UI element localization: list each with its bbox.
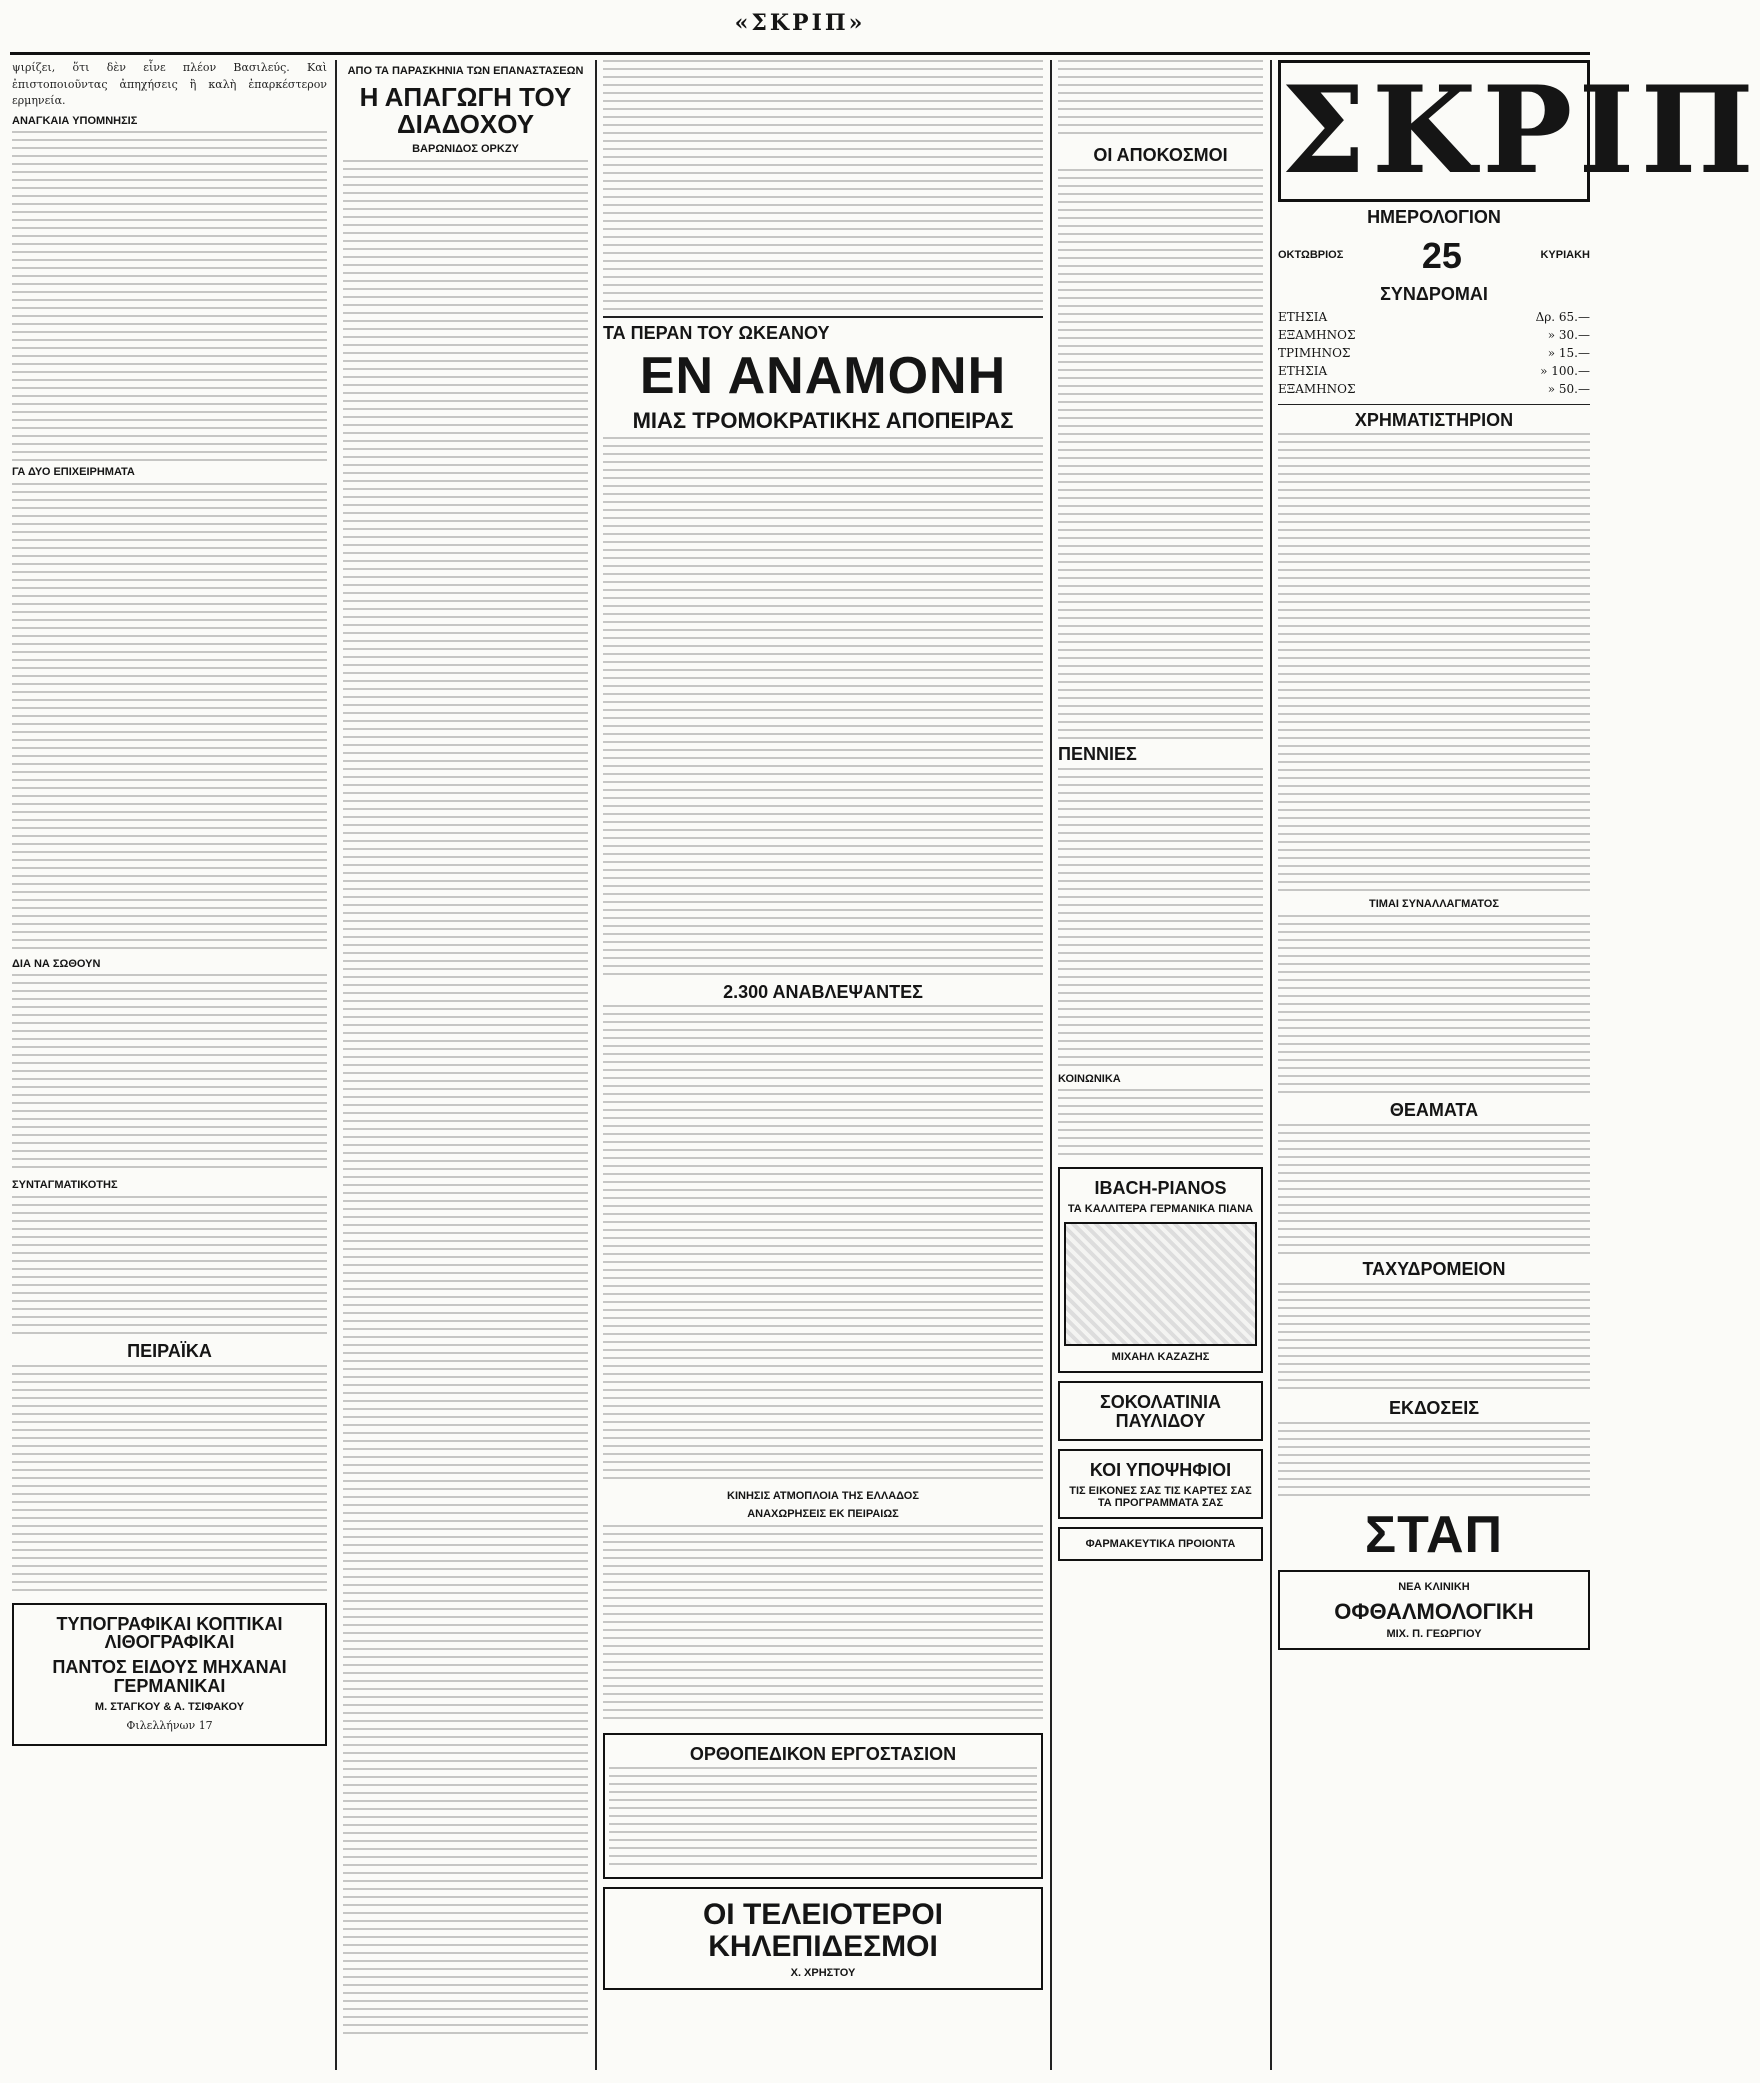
column-divider	[1270, 60, 1272, 2070]
section-body	[1278, 433, 1590, 893]
ad-title: ΣΤΑΠ	[1364, 1505, 1504, 1564]
section-heading: ΧΡΗΜΑΤΙΣΤΗΡΙΟΝ	[1354, 409, 1514, 430]
column-2	[343, 60, 588, 2070]
article-body	[1058, 1089, 1263, 1159]
ad-company: Μ. ΣΤΑΓΚΟΥ & Α. ΤΣΙΦΑΚΟΥ	[94, 1701, 245, 1714]
ad-subtitle: ΤΙΣ ΕΙΚΟΝΕΣ ΣΑΣ ΤΙΣ ΚΑΡΤΕΣ ΣΑΣ ΤΑ ΠΡΟΓΡΑΜΜΑΤΑ ΣΑΣ	[1069, 1484, 1252, 1509]
ad-title: ΟΡΘΟΠΕΔΙΚΟΝ ΕΡΓΟΣΤΑΣΙΟΝ	[689, 1743, 957, 1764]
article-intro: ψιρίζει, ὅτι δὲν εἶνε πλέον Βασιλεύς. Καὶ ἐπιστοποιοῦντας ἀπηχήσεις ἢ καλὴ ἐπαρκέστερον ερμηνεία.	[12, 61, 327, 107]
column-5	[1278, 60, 1760, 2070]
column-divider	[335, 60, 337, 2070]
article-body	[603, 1005, 1043, 1485]
advertisement	[603, 1887, 1043, 1990]
ad-subtitle: Χ. ΧΡΗΣΤΟΥ	[790, 1967, 856, 1980]
article-body	[343, 160, 588, 2040]
section-body	[1278, 1124, 1590, 1254]
advertisement	[1058, 1527, 1263, 1561]
section-heading: ΣΥΝΤΑΓΜΑΤΙΚΟΤΗΣ	[12, 1179, 118, 1192]
piano-illustration	[1064, 1222, 1257, 1346]
ad-title: ΦΑΡΜΑΚΕΥΤΙΚΑ ΠΡΟΙΟΝΤΑ	[1085, 1538, 1236, 1551]
section-heading: ΑΝΑΓΚΑΙΑ ΥΠΟΜΝΗΣΙΣ	[12, 114, 138, 127]
ad-subtitle: ΤΑ ΚΑΛΛΙΤΕΡΑ ΓΕΡΜΑΝΙΚΑ ΠΙΑΝΑ	[1067, 1203, 1254, 1216]
section-heading: ΠΕΝΝΙΕΣ	[1058, 743, 1137, 764]
section-body	[1278, 1283, 1590, 1393]
subscription-rates	[1278, 308, 1590, 398]
column-4	[1058, 60, 1263, 2070]
column-divider	[1050, 60, 1052, 2070]
calendar-weekday: ΚΥΡΙΑΚΗ	[1540, 249, 1590, 262]
calendar-date	[1278, 231, 1590, 279]
section-heading: ΕΚΔΟΣΕΙΣ	[1388, 1397, 1480, 1418]
section-heading: ΓΑ ΔΥΟ ΕΠΙΧΕΙΡΗΜΑΤΑ	[12, 466, 135, 479]
article-kicker: ΤΑ ΠΕΡΑΝ ΤΟΥ ΩΚΕΑΝΟΥ	[603, 323, 830, 343]
article-subtitle: ΜΙΑΣ ΤΡΟΜΟΚΡΑΤΙΚΗΣ ΑΠΟΠΕΙΡΑΣ	[632, 408, 1014, 434]
rate-row: ΕΞΑΜΗΝΟΣ » 50.—	[1278, 381, 1590, 396]
rate-row: ΕΤΗΣΙΑ » 100.—	[1278, 363, 1590, 378]
ad-address: Φιλελλήνων 17	[126, 1718, 213, 1732]
ad-subtitle: ΜΙΧ. Π. ΓΕΩΡΓΙΟΥ	[1386, 1627, 1482, 1640]
article-title: ΕΝ ΑΝΑΜΟΝΗ	[639, 346, 1007, 405]
ad-title: ΟΙ ΤΕΛΕΙΟΤΕΡΟΙ ΚΗΛΕΠΙΔΕΣΜΟΙ	[702, 1898, 944, 1963]
section-body	[1278, 915, 1590, 1095]
divider	[603, 316, 1043, 318]
section-heading: 2.300 ΑΝΑΒΛΕΨΑΝΤΕΣ	[723, 981, 923, 1002]
ad-body	[609, 1767, 1037, 1867]
section-heading: ΚΟΙΝΩΝΙΚΑ	[1058, 1072, 1121, 1085]
masthead-rule	[10, 52, 1590, 55]
ad-company: ΜΙΧΑΗΛ ΚΑΖΑΖΗΣ	[1111, 1350, 1210, 1363]
advertisement	[12, 1603, 327, 1747]
section-body	[1278, 1422, 1590, 1502]
calendar-month: ΟΚΤΩΒΡΙΟΣ	[1278, 249, 1344, 262]
ad-kicker: ΝΕΑ ΚΛΙΝΙΚΗ	[1398, 1581, 1470, 1594]
ad-title: ΟΦΘΑΛΜΟΛΟΓΙΚΗ	[1334, 1598, 1534, 1624]
article-byline: ΒΑΡΩΝΙΔΟΣ ΟΡΚΖΥ	[412, 143, 519, 156]
article-body	[12, 131, 327, 461]
ad-subtitle: ΠΑΝΤΟΣ ΕΙΔΟΥΣ ΜΗΧΑΝΑΙ ΓΕΡΜΑΝΙΚΑΙ	[52, 1657, 287, 1697]
section-heading: ΚΙΝΗΣΙΣ ΑΤΜΟΠΛΟΙΑ ΤΗΣ ΕΛΛΑΔΟΣ	[727, 1490, 919, 1503]
section-heading: ΘΕΑΜΑΤΑ	[1389, 1100, 1479, 1121]
masthead-title: «ΣΚΡΙΠ»	[734, 10, 866, 36]
column-3	[603, 60, 1043, 2070]
advertisement	[1278, 1570, 1590, 1650]
ad-title: ΚΟΙ ΥΠΟΨΗΦΙΟΙ	[1089, 1460, 1232, 1481]
article-body	[12, 1365, 327, 1595]
column-divider	[595, 60, 597, 2070]
advertisement	[603, 1733, 1043, 1880]
section-heading: ΟΙ ΑΠΟΚΟΣΜΟΙ	[1093, 145, 1228, 165]
article-body	[12, 1196, 327, 1336]
advertisement	[1058, 1381, 1263, 1441]
section-heading: ΤΑΧΥΔΡΟΜΕΙΟΝ	[1362, 1258, 1506, 1279]
ad-title: ΤΥΠΟΓΡΑΦΙΚΑΙ ΚΟΠΤΙΚΑΙ ΛΙΘΟΓΡΑΦΙΚΑΙ	[56, 1613, 283, 1653]
ad-title: ΙΒΑCH-PIANOS	[1094, 1178, 1227, 1199]
divider	[1278, 404, 1590, 405]
article-body	[603, 437, 1043, 977]
rate-row: ΤΡΙΜΗΝΟΣ » 15.—	[1278, 345, 1590, 360]
newspaper-logo: ΣΚΡΙΠ	[1278, 60, 1590, 202]
section-heading: ΠΕΙΡΑΪΚΑ	[127, 1340, 212, 1361]
article-title: Η ΑΠΑΓΩΓΗ ΤΟΥ ΔΙΑΔΟΧΟΥ	[359, 81, 572, 139]
article-body	[1058, 768, 1263, 1068]
column-1	[12, 60, 327, 2070]
article-kicker: ΑΠΟ ΤΑ ΠΑΡΑΣΚΗΝΙΑ ΤΩΝ ΕΠΑΝΑΣΤΑΣΕΩΝ	[347, 65, 584, 77]
article-body	[1058, 169, 1263, 739]
ad-title: ΣΟΚΟΛΑΤΙΝΙΑ ΠΑΥΛΙΔΟΥ	[1100, 1392, 1221, 1432]
section-heading: ΔΙΑ ΝΑ ΣΩΘΟΥΝ	[12, 957, 101, 970]
rate-row: ΕΞΑΜΗΝΟΣ » 30.—	[1278, 327, 1590, 342]
article-body	[603, 60, 1043, 310]
rate-row: ΕΤΗΣΙΑ Δρ. 65.—	[1278, 309, 1590, 324]
article-body	[1058, 60, 1263, 140]
article-body	[603, 1525, 1043, 1725]
article-body	[12, 483, 327, 953]
section-heading: ΣΥΝΔΡΟΜΑΙ	[1380, 283, 1488, 304]
section-heading: ΤΙΜΑΙ ΣΥΝΑΛΛΑΓΜΑΤΟΣ	[1369, 898, 1499, 911]
advertisement	[1058, 1167, 1263, 1373]
calendar-heading: ΗΜΕΡΟΛΟΓΙΟΝ	[1367, 207, 1501, 227]
section-subheading: ΑΝΑΧΩΡΗΣΕΙΣ ΕΚ ΠΕΙΡΑΙΩΣ	[747, 1508, 899, 1521]
article-body	[12, 974, 327, 1174]
calendar-day: 25	[1421, 234, 1462, 276]
advertisement	[1058, 1449, 1263, 1519]
